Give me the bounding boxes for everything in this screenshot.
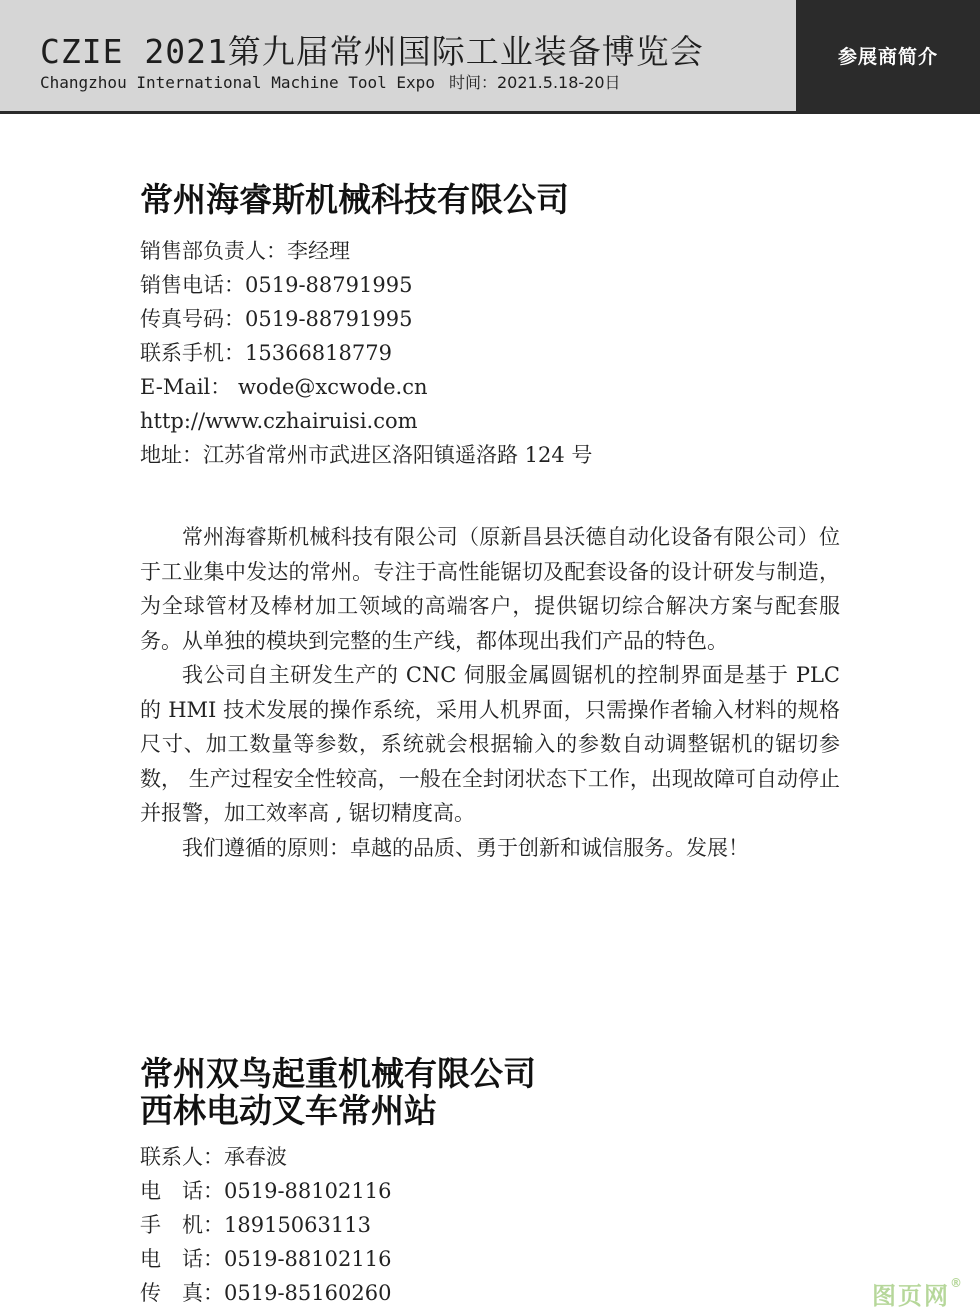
company2-contact-list bbox=[140, 1140, 391, 1310]
company1-address: 地址：江苏省常州市武进区洛阳镇遥洛路 124 号 bbox=[140, 443, 593, 467]
company1-paragraph-intro: 常州海睿斯机械科技有限公司（原新昌县沃德自动化设备有限公司）位于工业集中发达的常州。专注于高性能锯切及配套设备的设计研发与制造，为全球管材及棒材加工领域的高端客户，提供锯切综合解决方案与配套服务。从单独的模块到完整的生产线，都体现出我们产品的特色。 bbox=[140, 525, 840, 653]
section-tag: 参展商简介 bbox=[796, 0, 980, 111]
company2-name: 常州双鸟起重机械有限公司 bbox=[140, 1054, 536, 1093]
expo-subtitle bbox=[40, 70, 621, 93]
company1-mobile: 联系手机：15366818779 bbox=[140, 341, 392, 365]
expo-english-name: Changzhou International Machine Tool Expo bbox=[40, 73, 435, 92]
company1-fax: 传真号码：0519-88791995 bbox=[140, 307, 413, 331]
company2-phone-2: 电 话：0519-88102116 bbox=[140, 1247, 392, 1271]
company2-contact-person: 联系人：承春波 bbox=[140, 1145, 287, 1169]
company1-sales-manager: 销售部负责人：李经理 bbox=[140, 239, 350, 263]
company2-mobile: 手 机：18915063113 bbox=[140, 1213, 371, 1237]
expo-date: 时间：2021.5.18-20日 bbox=[448, 73, 621, 92]
company1-paragraph-principle: 我们遵循的原则：卓越的品质、勇于创新和诚信服务。发展！ bbox=[182, 835, 749, 860]
company1-website[interactable]: http://www.czhairuisi.com bbox=[140, 409, 418, 433]
company2-phone: 电 话：0519-88102116 bbox=[140, 1179, 392, 1203]
company2-fax: 传 真：0519-85160260 bbox=[140, 1281, 392, 1305]
watermark-text: 图页网 bbox=[872, 1282, 950, 1310]
company1-paragraph-product: 我公司自主研发生产的 CNC 伺服金属圆锯机的控制界面是基于 PLC 的 HMI 技术发展的操作系统，采用人机界面，只需操作者输入材料的规格尺寸、加工数量等参数，系统就会根据输入的参数自动调整锯机的锯切参数， 生产过程安全性较高，一般在全封闭状态下工作，出现故障可自动停止并报警，加工效率高 , 锯切精度高。 bbox=[140, 663, 840, 825]
company1-contact-list bbox=[140, 234, 592, 472]
company1-email[interactable]: E-Mail： wode@xcwode.cn bbox=[140, 375, 428, 399]
expo-title: CZIE 2021第九届常州国际工业装备博览会 bbox=[40, 32, 704, 71]
company1-sales-phone: 销售电话：0519-88791995 bbox=[140, 273, 413, 297]
page-header bbox=[0, 0, 980, 111]
header-divider bbox=[0, 111, 980, 114]
company1-description bbox=[140, 520, 840, 865]
watermark-logo bbox=[872, 1276, 964, 1311]
company2-subname: 西林电动叉车常州站 bbox=[140, 1091, 437, 1130]
company1-name: 常州海睿斯机械科技有限公司 bbox=[140, 180, 569, 219]
registered-mark-icon: ® bbox=[950, 1276, 964, 1290]
